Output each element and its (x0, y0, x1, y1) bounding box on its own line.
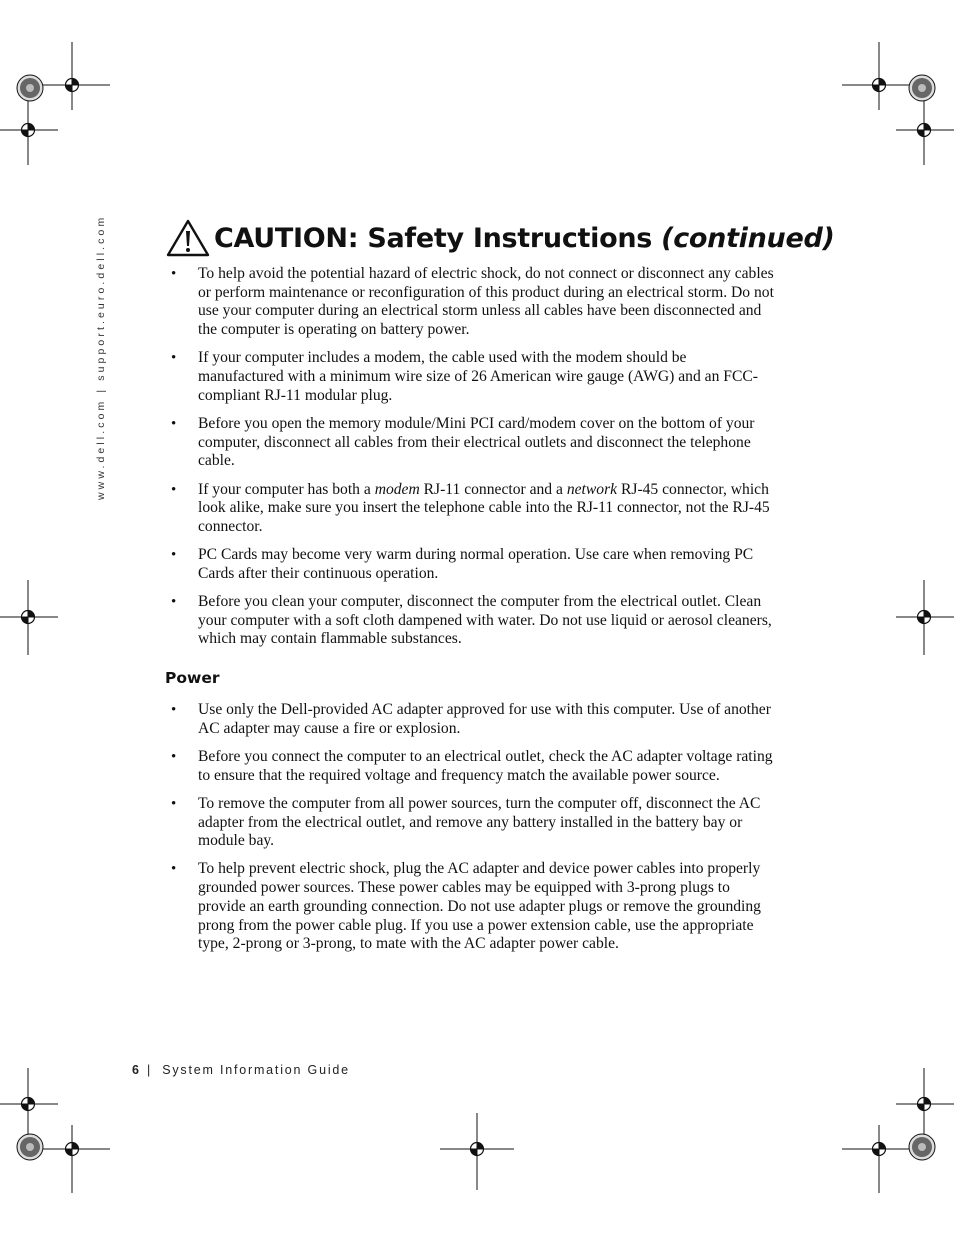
list-item: • Before you open the memory module/Mini PCI card/modem cover on the bottom of your computer, disconnect all cables from their electrical outlets and disconnect the telephone cable. (171, 414, 755, 470)
list-item: • If your computer has both a modem RJ-11 connector and a network RJ-45 connector, which look alike, make sure you insert the telephone cable into the RJ-11 connector, not the RJ-45 connector. (171, 480, 770, 535)
section-heading-power: Power (165, 669, 220, 687)
list-item: • PC Cards may become very warm during normal operation. Use care when removing PC Cards after their continuous operation. (171, 546, 754, 582)
footer-title: System Information Guide (162, 1063, 350, 1077)
bullet: • (171, 594, 177, 611)
page-heading (166, 218, 835, 258)
page-footer (132, 1062, 350, 1078)
bullet: • (171, 350, 177, 367)
bullet: • (171, 481, 177, 498)
side-url: www.dell.com | support.euro.dell.com (95, 214, 107, 500)
list-item: • Use only the Dell-provided AC adapter approved for use with this computer. Use of another AC adapter may cause a fire or explosion. (171, 701, 771, 737)
caution-list (168, 265, 776, 659)
bullet: • (171, 748, 177, 765)
list-item: • If your computer includes a modem, the cable used with the modem should be manufactured with a minimum wire size of 26 American wire gauge (AWG) and an FCC-compliant RJ-11 modular plug. (171, 349, 758, 404)
list-item: • To help prevent electric shock, plug the AC adapter and device power cables into properly grounded power sources. These power cables may be equipped with 3-prong plugs to provide an earth grounding connection. Do not use adapter plugs or remove the grounding prong from the power cable plug. If you use a power extension cable, use the appropriate type, 2-prong or 3-prong, to mate with the AC adapter power cable. (171, 860, 761, 953)
bullet: • (171, 861, 177, 878)
list-item: • Before you clean your computer, disconnect the computer from the electrical outlet. Clean your computer with a soft cloth dampened with water. Do not use liquid or aerosol cleaners, which may contain flammable substances. (171, 593, 772, 648)
caution-triangle-icon (166, 219, 210, 257)
page-number: 6 (132, 1063, 139, 1077)
heading-continued: (continued) (661, 222, 835, 254)
heading-main: CAUTION: Safety Instructions (214, 222, 653, 254)
bullet: • (171, 415, 177, 432)
bullet: • (171, 702, 177, 718)
bullet: • (171, 795, 177, 812)
footer-separator: | (146, 1063, 151, 1077)
list-item: • Before you connect the computer to an electrical outlet, check the AC adapter voltage rating to ensure that the required voltage and frequency match the available power source. (171, 747, 773, 784)
power-list (168, 701, 776, 963)
heading-title (214, 223, 835, 254)
list-item: • To help avoid the potential hazard of electric shock, do not connect or disconnect any cables or perform maintenance or reconfiguration of this product during an electrical storm. Do not use your computer during an electrical storm unless all cables have been disconnected and the computer is operating on battery power. (171, 265, 774, 339)
list-item: • To remove the computer from all power sources, turn the computer off, disconnect the AC adapter from the electrical outlet, and remove any battery installed in the battery bay or module bay. (171, 794, 761, 850)
bullet: • (171, 266, 177, 282)
bullet: • (171, 547, 177, 564)
